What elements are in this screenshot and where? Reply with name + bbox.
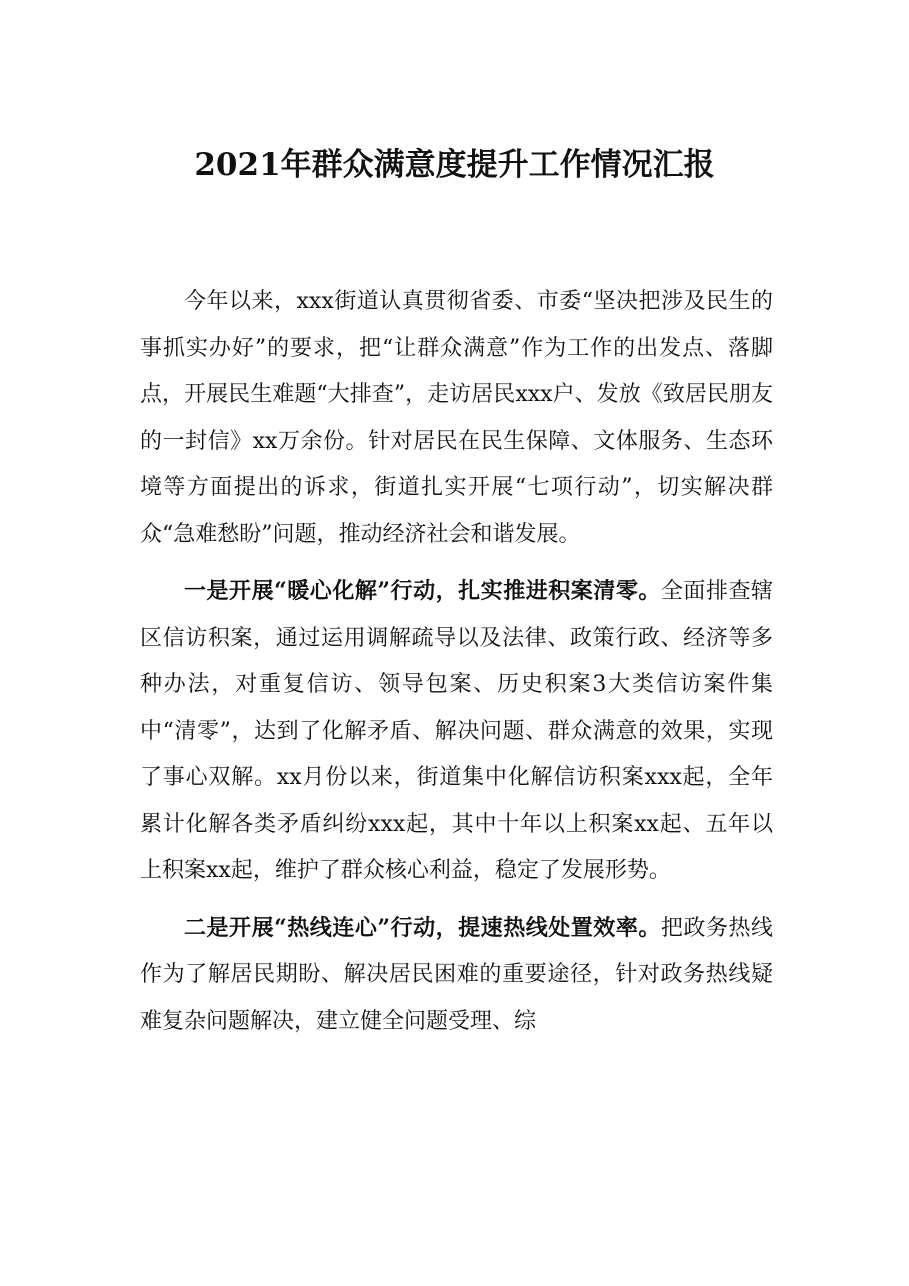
paragraph-intro: [140, 278, 773, 558]
paragraph-text: 今年以来，xxx街道认真贯彻省委、市委“坚决把涉及民生的事抓实办好”的要求，把“让群众满意”作为工作的出发点、落脚点，开展民生难题“大排查”，走访居民xxx户、发放《致居民朋友的一封信》xx万余份。针对居民在民生保障、文体服务、生态环境等方面提出的诉求，街道扎实开展“七项行动”，切实解决群众“急难愁盼”问题，推动经济社会和谐发展。: [140, 289, 773, 547]
document-title: 2021年群众满意度提升工作情况汇报: [194, 147, 715, 183]
paragraph-text: 全面排查辖区信访积案，通过运用调解疏导以及法律、政策行政、经济等多种办法，对重复信访、领导包案、历史积案3大类信访案件集中“清零”，达到了化解矛盾、解决问题、群众满意的效果，实现了事心双解。xx月份以来，街道集中化解信访积案xxx起，全年累计化解各类矛盾纠纷xxx起，其中十年以上积案xx起、五年以上积案xx起，维护了群众核心利益，稳定了发展形势。: [140, 579, 773, 883]
paragraph-lead: 一是开展“暖心化解”行动，扎实推进积案清零。: [184, 578, 661, 604]
paragraph-lead: 二是开展“热线连心”行动，提速热线处置效率。: [184, 914, 661, 941]
paragraph-item-2: [140, 905, 773, 1046]
paragraph-text: 把政务热线作为了解居民期盼、解决居民困难的重要途径，针对政务热线疑难复杂问题解决，建立健全问题受理、综: [140, 915, 773, 1034]
document-body: [140, 278, 773, 1055]
paragraph-item-1: [140, 568, 773, 895]
